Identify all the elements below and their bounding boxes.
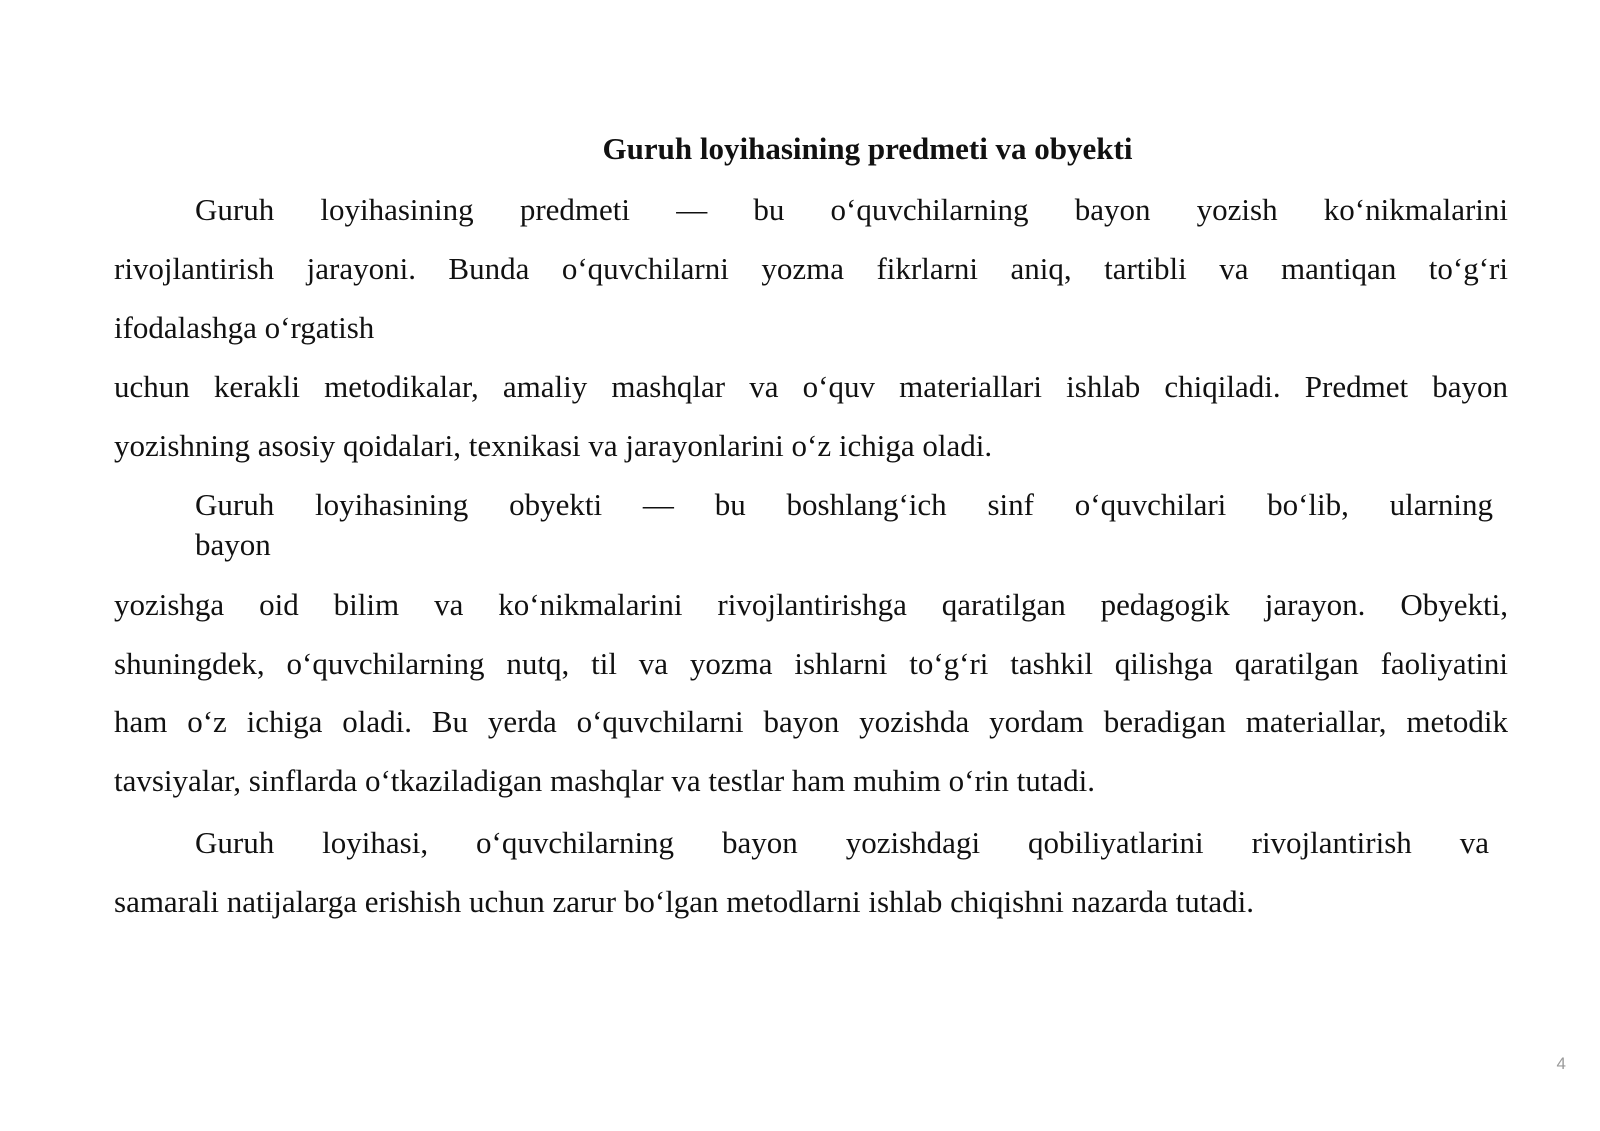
page-number: 4 [1556, 1054, 1566, 1073]
text-line-10: ham o‘z ichiga oladi. Bu yerda o‘quvchilarni bayon yozishda yordam beradigan materiallar, metodik [114, 704, 1508, 739]
text-line-11: tavsiyalar, sinflarda o‘tkaziladigan mashqlar va testlar ham muhim o‘rin tutadi. [114, 763, 1095, 798]
text-line-1: Guruh loyihasining predmeti — bu o‘quvchilarning bayon yozish ko‘nikmalarini [195, 192, 1508, 227]
text-line-3: ifodalashga o‘rgatish [114, 310, 375, 345]
text-line-4: uchun kerakli metodikalar, amaliy mashqlar va o‘quv materiallari ishlab chiqiladi. Predmet bayon [114, 369, 1508, 404]
text-line-2: rivojlantirish jarayoni. Bunda o‘quvchilarni yozma fikrlarni aniq, tartibli va mantiqan to‘g‘ri [114, 251, 1508, 286]
text-line-9: shuningdek, o‘quvchilarning nutq, til va yozma ishlarni to‘g‘ri tashkil qilishga qaratilgan faoliyatini [114, 646, 1508, 681]
page-title: Guruh loyihasining predmeti va obyekti [602, 131, 1133, 166]
text-line-12: Guruh loyihasi, o‘quvchilarning bayon yozishdagi qobiliyatlarini rivojlantirish va [195, 825, 1489, 860]
text-line-7: bayon [195, 527, 271, 562]
text-line-6: Guruh loyihasining obyekti — bu boshlang‘ich sinf o‘quvchilari bo‘lib, ularning [195, 487, 1493, 522]
text-line-8: yozishga oid bilim va ko‘nikmalarini rivojlantirishga qaratilgan pedagogik jarayon. Obyekti, [114, 587, 1508, 622]
text-line-13: samarali natijalarga erishish uchun zarur bo‘lgan metodlarni ishlab chiqishni nazarda tutadi. [114, 884, 1255, 919]
text-line-5: yozishning asosiy qoidalari, texnikasi va jarayonlarini o‘z ichiga oladi. [114, 428, 993, 463]
